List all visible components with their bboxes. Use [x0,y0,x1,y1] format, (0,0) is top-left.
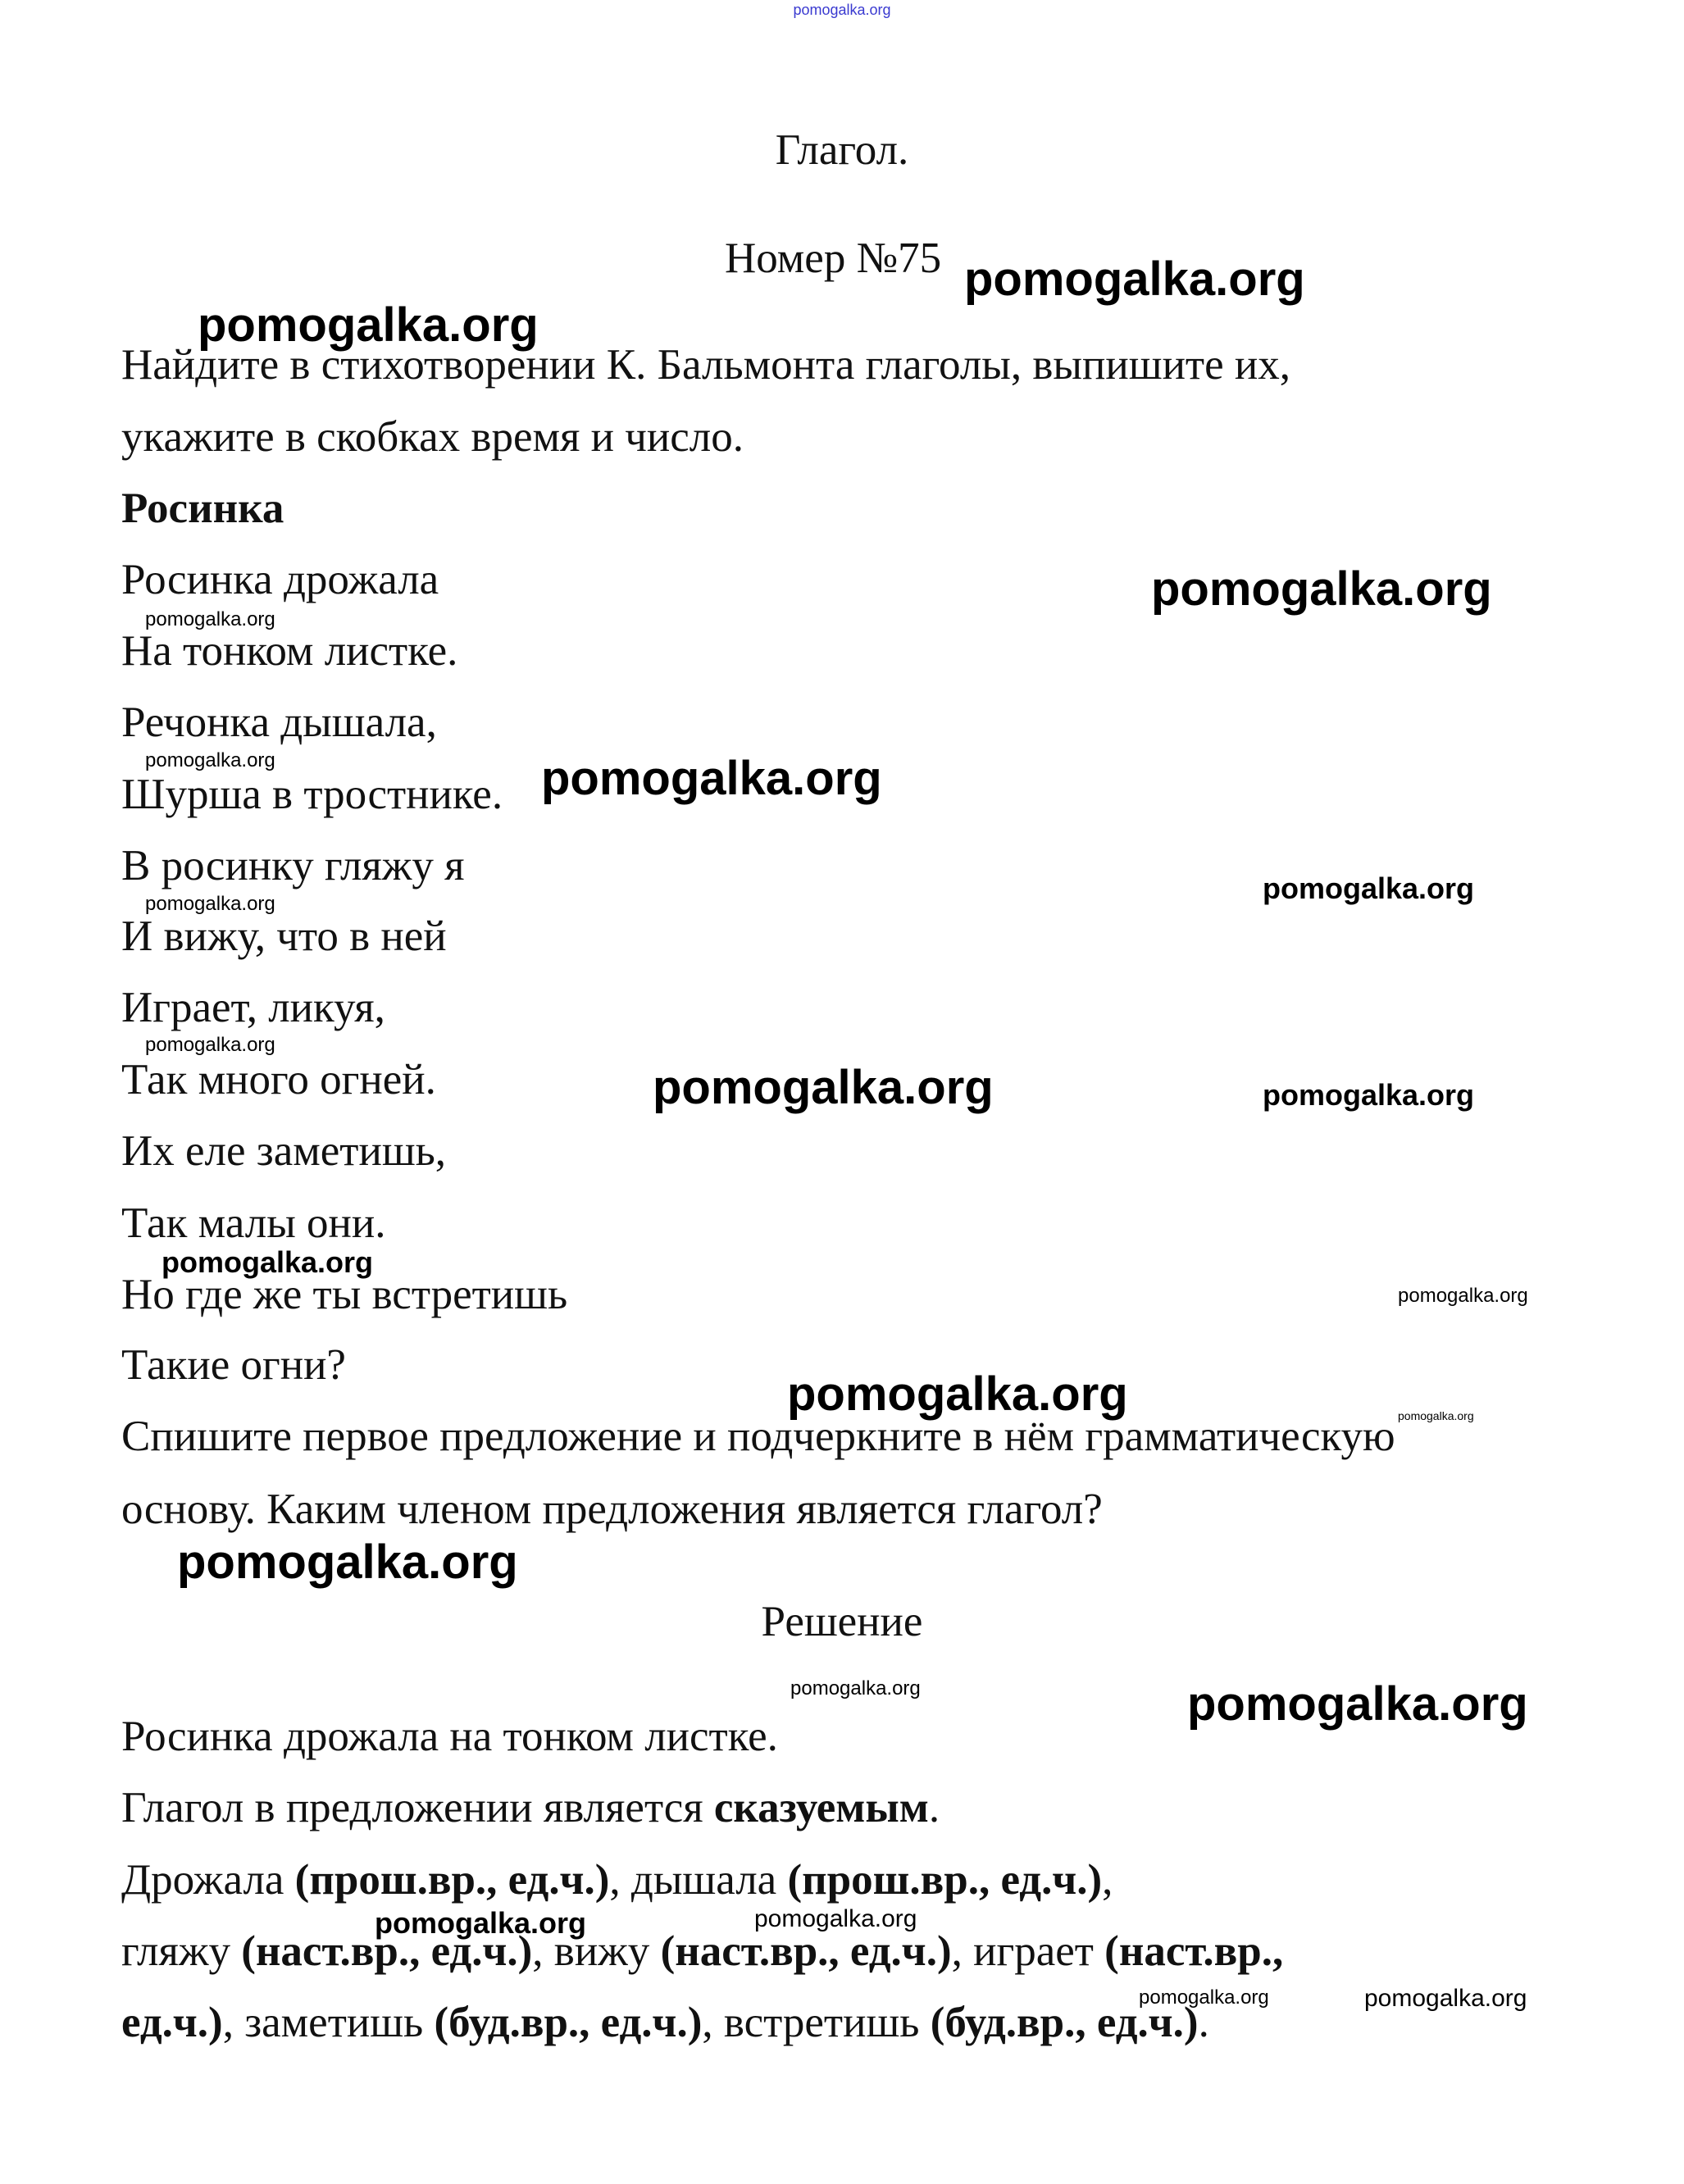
text: Дрожала [121,1856,295,1904]
poem-line: Играет, ликуя, [121,984,385,1031]
watermark: pomogalka.org [787,1367,1128,1421]
watermark: pomogalka.org [790,1677,921,1699]
text: , заметишь [222,1999,435,2046]
bold-text: (прош.вр., ед.ч.) [294,1856,610,1904]
page-title: Глагол. [775,126,909,174]
text: , дышала [609,1856,788,1904]
bold-text: (наст.вр., ед.ч.) [241,1927,533,1975]
watermark: pomogalka.org [653,1061,994,1114]
watermark: pomogalka.org [145,749,275,771]
watermark: pomogalka.org [1187,1677,1528,1731]
watermark: pomogalka.org [541,752,882,805]
bold-text: ед.ч.) [121,1999,223,2046]
bold-text: сказуемым [713,1784,929,1831]
bold-text: (буд.вр., ед.ч.) [434,1999,703,2046]
watermark: pomogalka.org [198,298,539,352]
poem-line: И вижу, что в ней [121,912,447,960]
text: Глагол в предложении является [121,1784,714,1831]
watermark: pomogalka.org [375,1906,587,1940]
watermark: pomogalka.org [1151,562,1492,616]
text: , играет [951,1927,1105,1975]
text: . [1198,1999,1209,2046]
watermark: pomogalka.org [177,1536,518,1589]
watermark: pomogalka.org [1398,1409,1474,1422]
watermark: pomogalka.org [964,253,1305,306]
watermark: pomogalka.org [1263,871,1475,905]
poem-line: Шурша в тростнике. [121,771,503,818]
poem-line: Их еле заметишь, [121,1127,447,1175]
poem-line: На тонком листке. [121,627,458,675]
watermark: pomogalka.org [754,1905,917,1932]
text: , встретишь [702,1999,931,2046]
watermark: pomogalka.org [1398,1285,1528,1307]
task2-line-2: основу. Каким членом предложения является глагол? [121,1486,1103,1533]
solution-predicate [121,1772,940,1844]
solution-verbs-line-2 [121,1916,1283,1987]
text: , [1102,1856,1113,1904]
task-line-2: укажите в скобках время и число. [121,413,744,461]
solution-verbs-line-1 [121,1845,1113,1916]
watermark: pomogalka.org [1263,1078,1475,1112]
text: , вижу [532,1927,661,1975]
poem-line: Так малы они. [121,1199,386,1247]
exercise-number: Номер №75 [725,234,942,282]
bold-text: (наст.вр., [1104,1927,1284,1975]
poem-line: Росинка дрожала [121,556,439,603]
task2-line-1: Спишите первое предложение и подчеркните в нём грамматическую [121,1413,1395,1460]
solution-heading: Решение [761,1598,923,1645]
solution-sentence: Росинка дрожала на тонком листке. [121,1713,778,1760]
bold-text: (прош.вр., ед.ч.) [787,1856,1103,1904]
watermark: pomogalka.org [1364,1985,1527,2012]
bold-text: (буд.вр., ед.ч.) [930,1999,1199,2046]
poem-line: Речонка дышала, [121,698,437,746]
watermark: pomogalka.org [145,608,275,630]
watermark: pomogalka.org [145,893,275,915]
poem-line: Но где же ты встретишь [121,1271,568,1318]
watermark: pomogalka.org [1139,1986,1269,2009]
solution-verbs-line-3 [121,1987,1209,2059]
watermark: pomogalka.org [162,1245,374,1279]
poem-line: В росинку гляжу я [121,842,465,890]
poem-title: Росинка [121,485,284,532]
poem-line: Такие огни? [121,1341,346,1389]
text: . [928,1784,940,1831]
watermark-top: pomogalka.org [793,2,891,18]
watermark: pomogalka.org [145,1034,275,1056]
poem-line: Так много огней. [121,1056,436,1103]
bold-text: (наст.вр., ед.ч.) [660,1927,952,1975]
text: гляжу [121,1927,242,1975]
task-line-1: Найдите в стихотворении К. Бальмонта глаголы, выпишите их, [121,341,1290,389]
